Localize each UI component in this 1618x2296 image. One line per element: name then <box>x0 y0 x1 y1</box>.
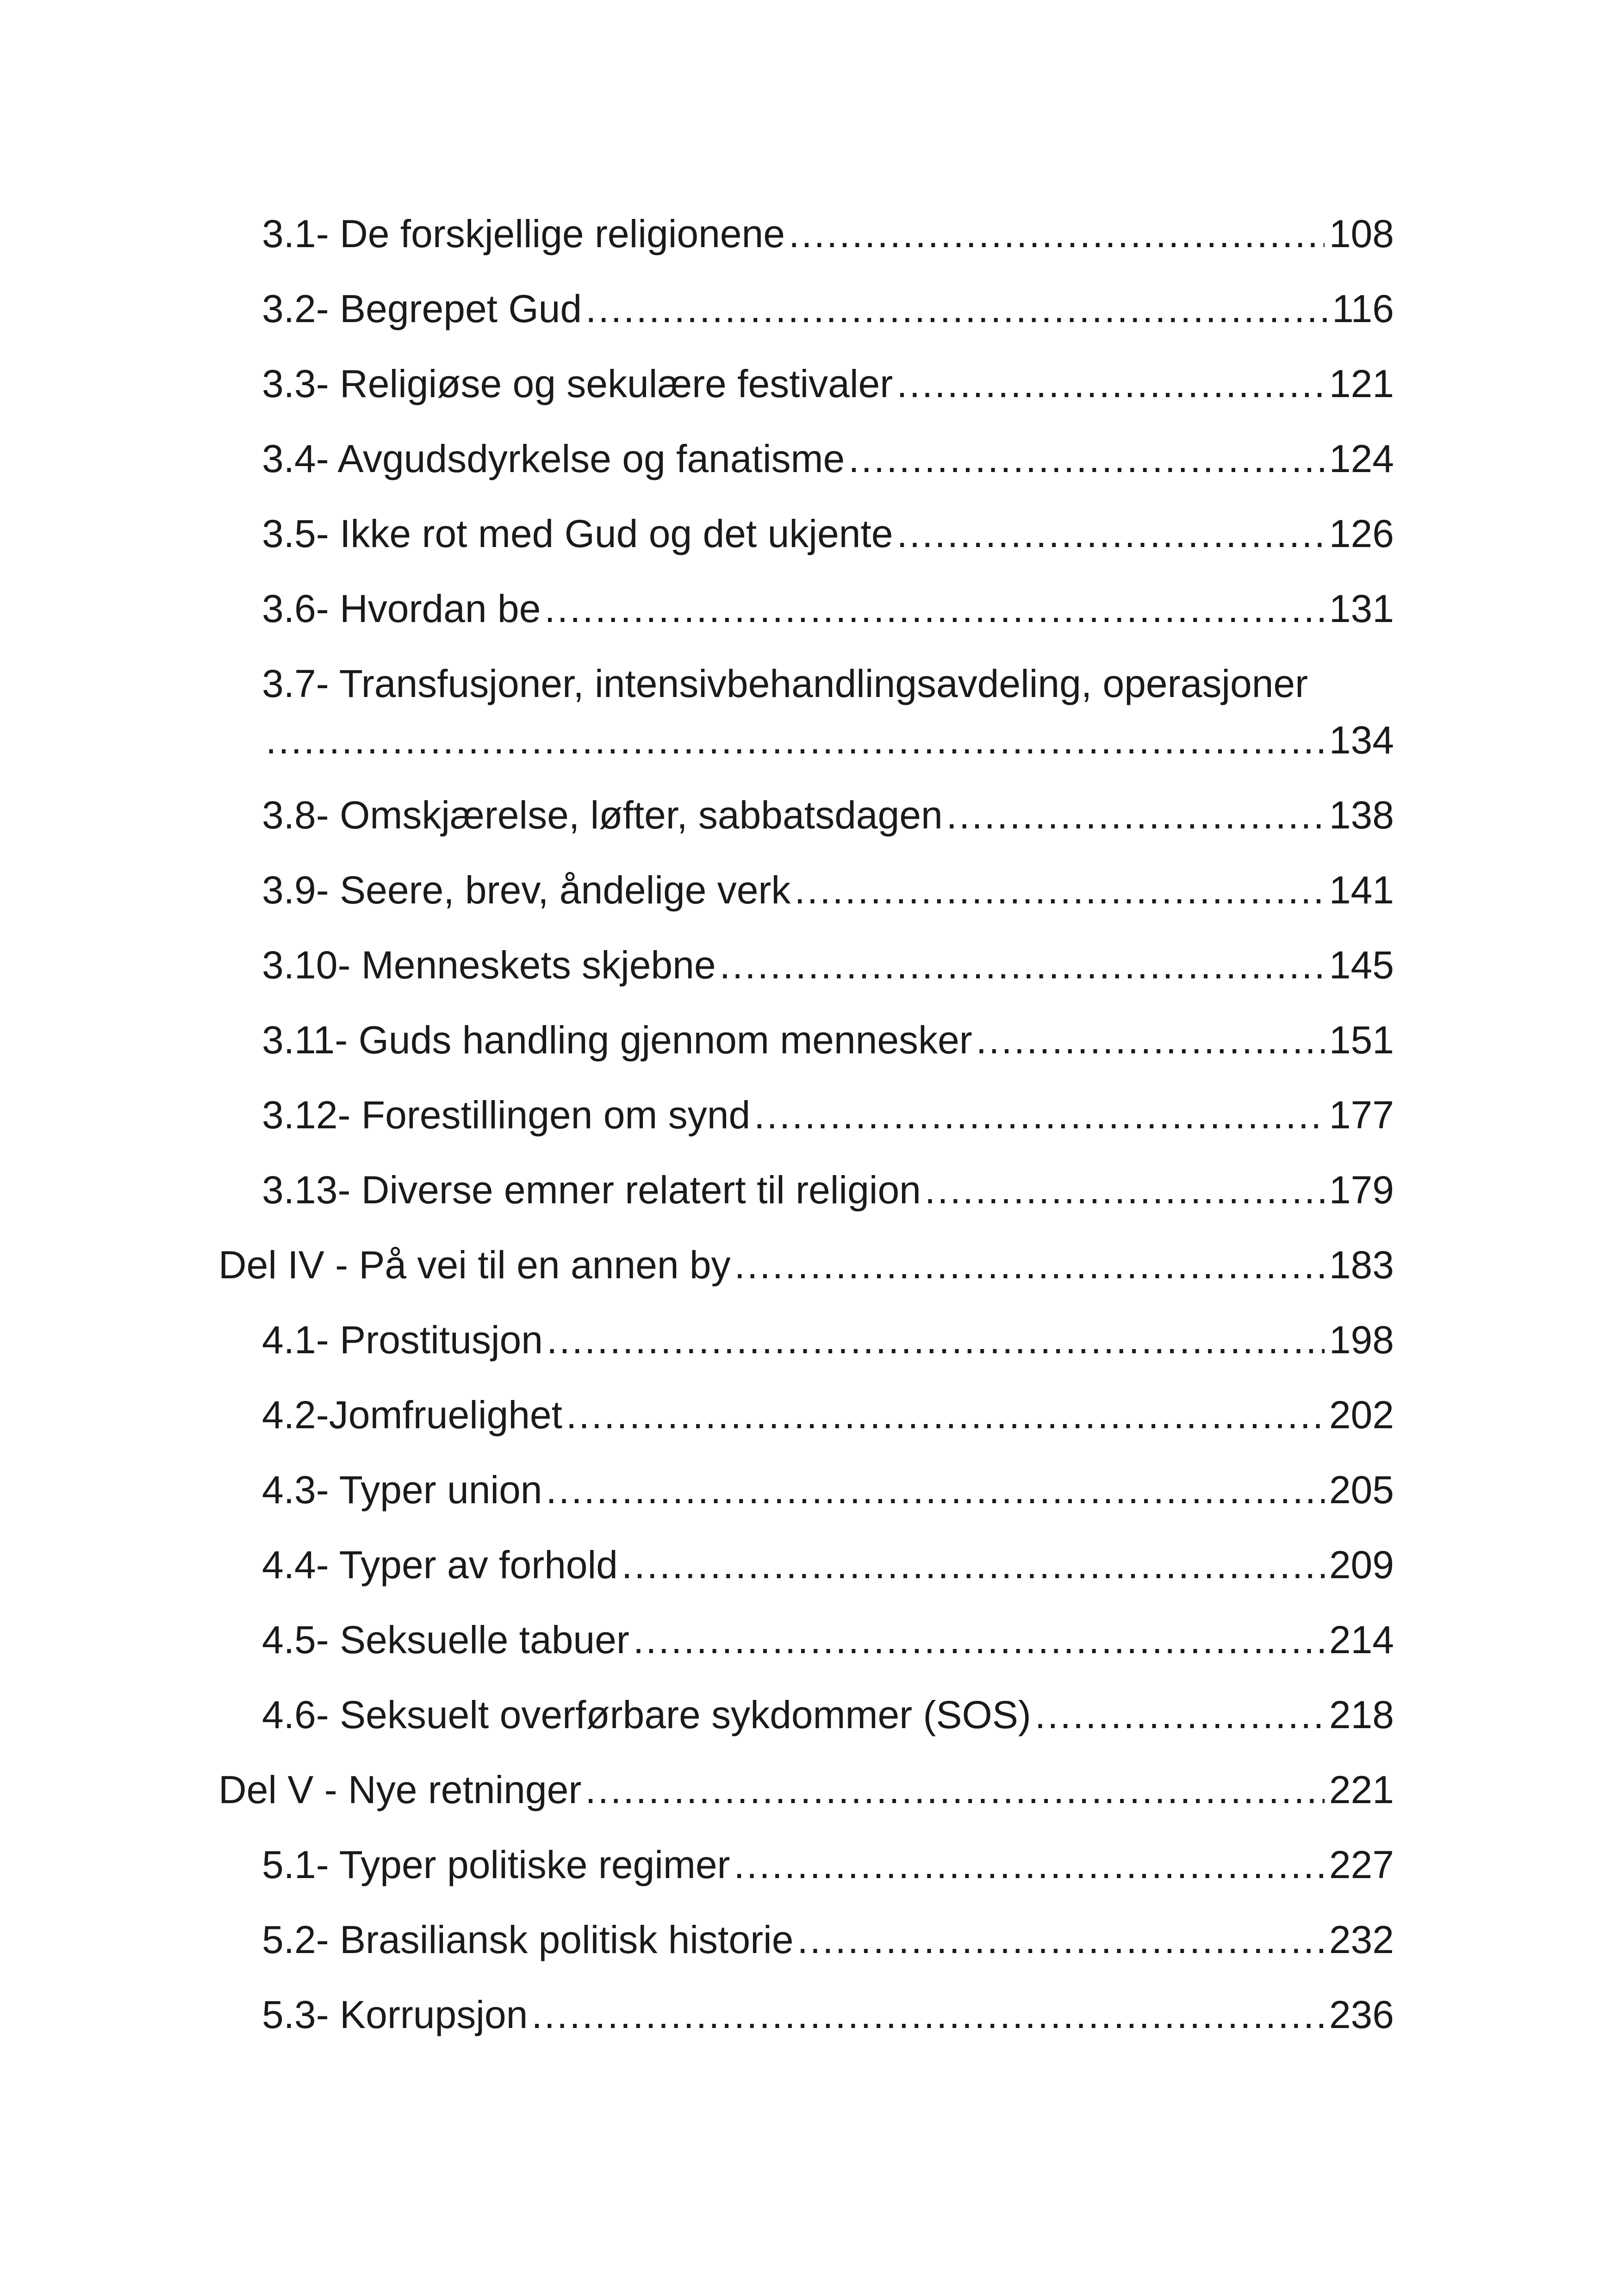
dot-leader <box>622 1530 1325 1599</box>
toc-entry-3-7[interactable] <box>0 649 1618 781</box>
toc-entry-title: 3.5- Ikke rot med Gud og det ukjente <box>262 512 893 555</box>
toc-entry-4-3[interactable] <box>0 1455 1618 1524</box>
toc-entry-page: 108 <box>1329 212 1394 255</box>
toc-entry-title: 4.4- Typer av forhold <box>262 1543 618 1587</box>
toc-entry-3-11[interactable] <box>0 1005 1618 1075</box>
toc-entry-page: 145 <box>1329 943 1394 987</box>
toc-entry-title: 3.13- Diverse emner relatert til religion <box>262 1168 921 1212</box>
toc-entry-page: 214 <box>1329 1618 1394 1661</box>
toc-entry-3-4[interactable] <box>0 424 1618 493</box>
toc-entry-page: 205 <box>1329 1468 1394 1512</box>
toc-entry-title: 3.2- Begrepet Gud <box>262 287 582 330</box>
toc-part-title: Del V - Nye retninger <box>218 1768 582 1811</box>
toc-entry-title: 3.7- Transfusjoner, intensivbehandlingsavdeling, operasjoner <box>262 662 1308 705</box>
toc-entry-4-6[interactable] <box>0 1680 1618 1749</box>
dot-leader <box>546 1455 1325 1524</box>
toc-entry-3-13[interactable] <box>0 1155 1618 1225</box>
toc-entry-page: 198 <box>1329 1318 1394 1362</box>
toc-entry-title: 4.6- Seksuelt overførbare sykdommer (SOS) <box>262 1693 1031 1736</box>
toc-part-title: Del IV - På vei til en annen by <box>218 1243 731 1287</box>
toc-entry-4-1[interactable] <box>0 1305 1618 1375</box>
dot-leader <box>946 780 1325 850</box>
toc-entry-5-1[interactable] <box>0 1830 1618 1899</box>
toc-entry-title: 3.4- Avgudsdyrkelse og fanatisme <box>262 437 845 480</box>
dot-leader <box>585 1755 1325 1824</box>
toc-entry-page: 232 <box>1329 1918 1394 1961</box>
toc-entry-4-2[interactable] <box>0 1380 1618 1450</box>
dot-leader <box>734 1830 1325 1899</box>
toc-entry-3-10[interactable] <box>0 930 1618 1000</box>
toc-entry-page: 126 <box>1329 512 1394 555</box>
toc-entry-page: 116 <box>1332 287 1394 330</box>
toc-entry-3-2[interactable] <box>0 274 1618 343</box>
toc-entry-title: 3.9- Seere, brev, åndelige verk <box>262 868 791 912</box>
toc-entry-3-8[interactable] <box>0 780 1618 850</box>
toc-entry-page: 138 <box>1329 793 1394 837</box>
toc-entry-page: 209 <box>1329 1543 1394 1587</box>
dot-leader <box>633 1605 1325 1674</box>
toc-entry-title: 5.3- Korrupsjon <box>262 1993 528 2036</box>
toc-entry-title: 3.8- Omskjærelse, løfter, sabbatsdagen <box>262 793 943 837</box>
toc-entry-page: 227 <box>1329 1843 1394 1886</box>
toc-entry-title: 4.5- Seksuelle tabuer <box>262 1618 629 1661</box>
toc-entry-title: 3.12- Forestillingen om synd <box>262 1093 751 1137</box>
dot-leader <box>896 349 1325 418</box>
toc-entry-4-5[interactable] <box>0 1605 1618 1674</box>
toc-entry-title: 5.2- Brasiliansk politisk historie <box>262 1918 794 1961</box>
toc-entry-page: 177 <box>1329 1093 1394 1137</box>
toc-entry-title: 4.3- Typer union <box>262 1468 542 1512</box>
dot-leader <box>531 1980 1325 2049</box>
toc-entry-5-3[interactable] <box>0 1980 1618 2049</box>
toc-entry-page: 183 <box>1329 1243 1394 1287</box>
dot-leader <box>797 1905 1324 1974</box>
toc-entry-3-3[interactable] <box>0 349 1618 418</box>
toc-entry-4-4[interactable] <box>0 1530 1618 1599</box>
dot-leader <box>976 1005 1325 1075</box>
toc-entry-del-v[interactable] <box>0 1755 1618 1824</box>
dot-leader <box>794 855 1324 925</box>
toc-entry-title: 3.11- Guds handling gjennom mennesker <box>262 1018 972 1062</box>
toc-entry-page: 134 <box>1329 718 1394 762</box>
dot-leader <box>896 499 1324 568</box>
toc-entry-page: 218 <box>1329 1693 1394 1736</box>
dot-leader <box>789 199 1325 268</box>
dot-leader <box>547 1305 1325 1375</box>
toc-entry-3-1[interactable] <box>0 199 1618 268</box>
dot-leader <box>1035 1680 1325 1749</box>
toc-entry-title: 4.1- Prostitusjon <box>262 1318 543 1362</box>
dot-leader <box>266 705 1325 775</box>
toc-entry-page: 179 <box>1329 1168 1394 1212</box>
toc-entry-page: 221 <box>1329 1768 1394 1811</box>
toc-entry-3-5[interactable] <box>0 499 1618 568</box>
dot-leader <box>754 1080 1325 1150</box>
toc-entry-page: 141 <box>1329 868 1394 912</box>
toc-entry-title: 5.1- Typer politiske regimer <box>262 1843 730 1886</box>
dot-leader <box>720 930 1325 1000</box>
dot-leader <box>848 424 1325 493</box>
dot-leader <box>585 274 1327 343</box>
dot-leader <box>544 574 1324 643</box>
toc-entry-page: 124 <box>1329 437 1394 480</box>
toc-entry-title: 3.1- De forskjellige religionene <box>262 212 785 255</box>
toc-entry-3-6[interactable] <box>0 574 1618 643</box>
toc-entry-3-9[interactable] <box>0 855 1618 925</box>
dot-leader <box>925 1155 1325 1225</box>
toc-entry-5-2[interactable] <box>0 1905 1618 1974</box>
toc-entry-3-12[interactable] <box>0 1080 1618 1150</box>
toc-entry-page: 236 <box>1329 1993 1394 2036</box>
toc-entry-title: 3.10- Menneskets skjebne <box>262 943 716 987</box>
toc-entry-page: 121 <box>1329 362 1394 405</box>
dot-leader <box>734 1230 1325 1300</box>
toc-entry-page: 131 <box>1329 587 1394 630</box>
toc-entry-title: 3.3- Religiøse og sekulære festivaler <box>262 362 893 405</box>
toc-entry-page: 202 <box>1329 1393 1394 1437</box>
dot-leader <box>566 1380 1325 1450</box>
toc-entry-page: 151 <box>1329 1018 1394 1062</box>
toc-entry-title: 3.6- Hvordan be <box>262 587 541 630</box>
toc-entry-del-iv[interactable] <box>0 1230 1618 1300</box>
toc-entry-title: 4.2-Jomfruelighet <box>262 1393 562 1437</box>
